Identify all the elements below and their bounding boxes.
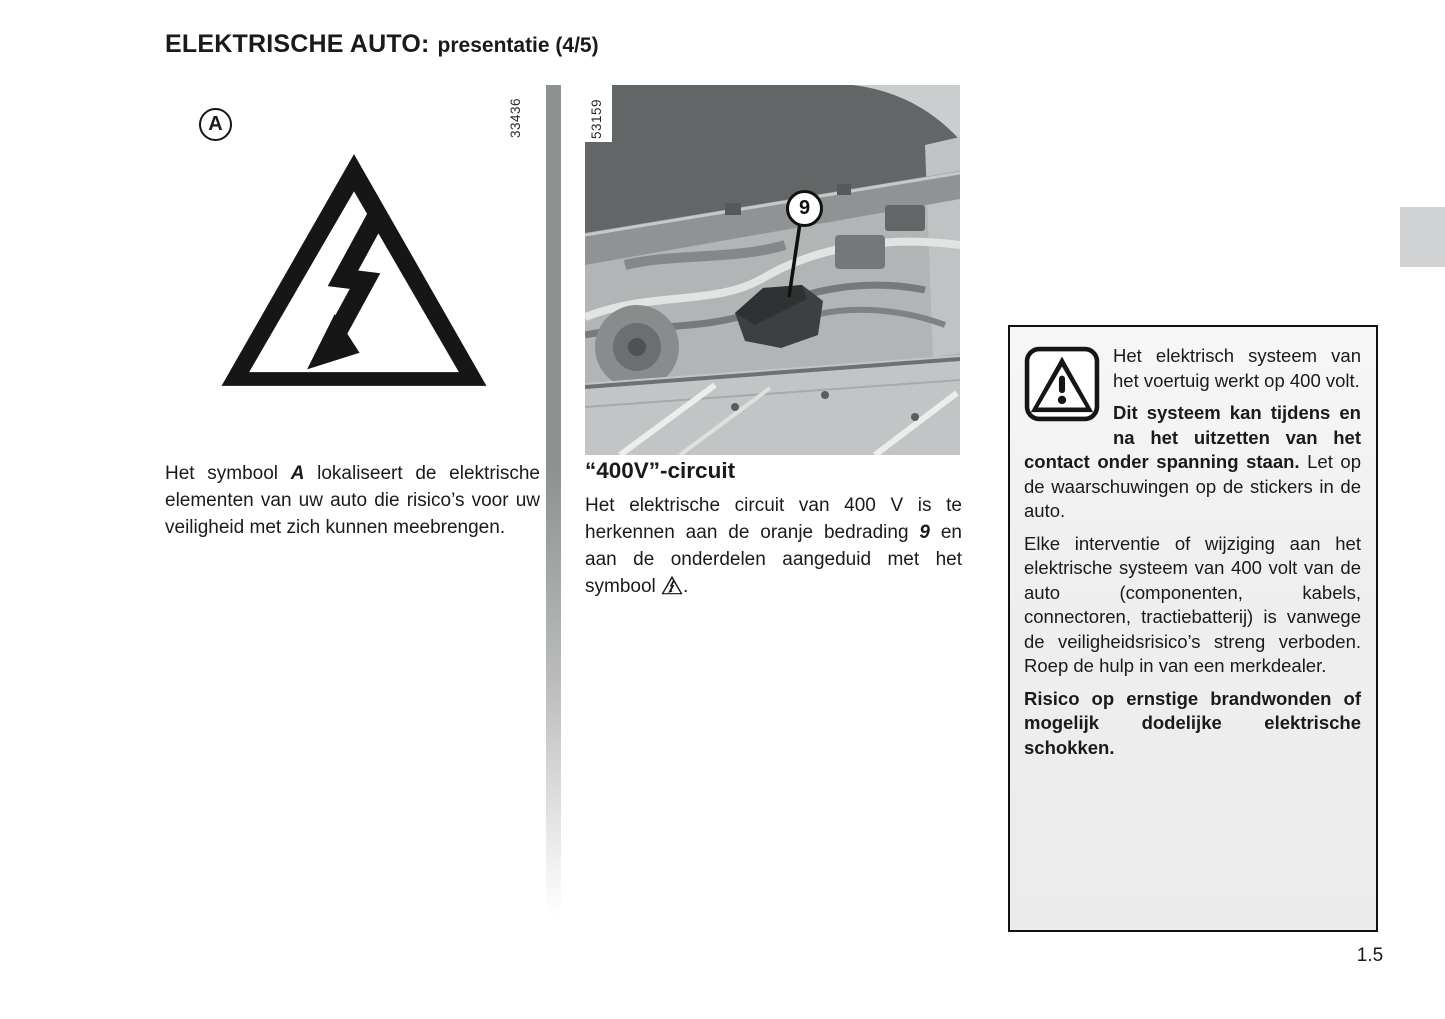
engine-bay-photo (585, 85, 960, 455)
callout-9: 9 (786, 190, 823, 227)
high-voltage-triangle-icon (661, 575, 683, 595)
caption-text-before: Het symbool (165, 463, 291, 484)
figure-code-patch (585, 85, 612, 142)
middle-text-part3: . (683, 576, 689, 597)
column-divider-bar (546, 85, 561, 933)
middle-callout-ref: 9 (919, 522, 930, 543)
warning-box (1008, 325, 1378, 932)
caption-text-after: lokaliseert de elektrische elementen van uw auto die risico’s voor uw veiligheid met zich kunnen meebrengen. (165, 463, 540, 538)
middle-text-part1: Het elektrische circuit van 400 V is te herkennen aan de oranje bedrading (585, 495, 962, 543)
page-title-sub: presentatie (4/5) (437, 34, 599, 57)
caption-symbol-ref: A (290, 463, 305, 484)
warning-paragraph-3: Elke interventie of wijziging aan het elektrische systeem van 400 volt van de auto (componenten, kabels, connectoren, tractiebatterij) is vanwege de veiligheidsrisico’s streng verboden. Roep de hulp in van een merkdealer. (1024, 532, 1361, 676)
figure-code-33436: 33436 (508, 97, 523, 138)
figure-code-53159: 53159 (589, 98, 604, 139)
engine-bay-illustration (585, 85, 960, 455)
section-heading-400v: “400V”-circuit (585, 458, 736, 483)
warning-paragraph-2-bold: Dit systeem kan tijdens en na het uitzetten van het contact onder spanning staan. (1024, 402, 1361, 472)
item-marker-a: A (199, 108, 232, 141)
page-title-main: ELEKTRISCHE AUTO: (165, 30, 430, 58)
warning-paragraph-2-rest: Let op de waarschuwingen op de stickers in de auto. (1024, 451, 1361, 521)
left-caption (165, 460, 540, 541)
page-number: 1.5 (1356, 945, 1384, 966)
high-voltage-triangle-icon (216, 147, 492, 393)
warning-paragraph-1: Het elektrisch systeem van het voertuig werkt op 400 volt. (1113, 345, 1361, 391)
warning-paragraph-4: Risico op ernstige brandwonden of mogelijk dodelijke elektrische schokken. (1024, 687, 1361, 758)
section-edge-tab (1400, 207, 1445, 267)
page-title (165, 30, 599, 59)
warning-triangle-icon (1024, 346, 1100, 422)
middle-text-part2: en aan de onderdelen aangeduid met het symbool (585, 522, 962, 597)
middle-body-text (585, 492, 962, 600)
